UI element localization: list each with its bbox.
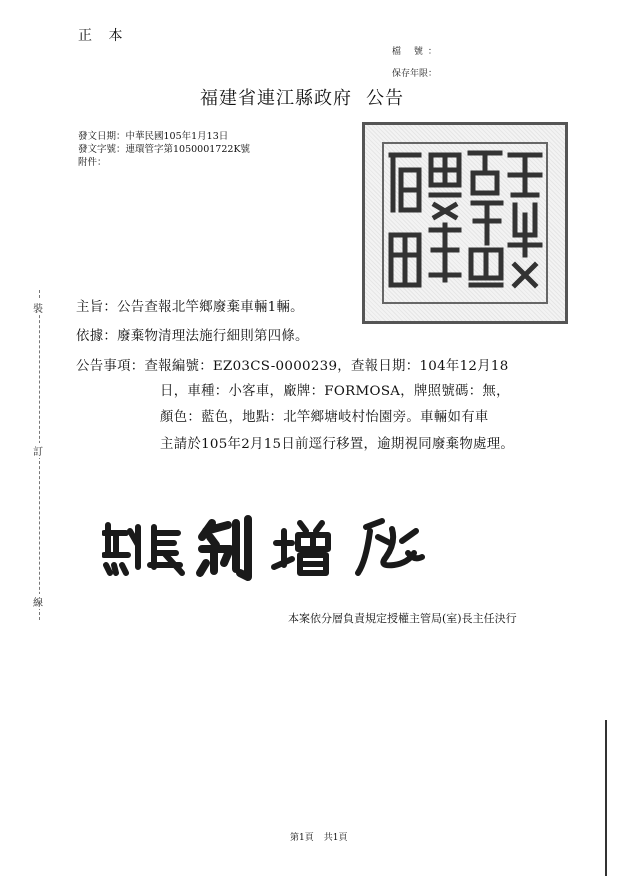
notice-line-4: 主請於105年2月15日前逕行移置，逾期視同廢棄物處理。 [160, 437, 515, 452]
issue-number: 發文字號：連環管字第1050001722K號 [78, 144, 251, 155]
official-seal [362, 122, 568, 324]
document-title [200, 84, 404, 110]
basis-line: 依據：廢棄物清理法施行細則第四條。 [76, 329, 309, 344]
subject-line: 主旨：公告查報北竿鄉廢棄車輛1輛。 [76, 300, 304, 315]
notice-line-1: 公告事項：查報編號：EZ03CS-0000239，查報日期：104年12月18 [76, 359, 509, 374]
issuer-name: 福建省連江縣政府 [200, 88, 352, 109]
delegation-note: 本案依分層負責規定授權主管局(室)長主任決行 [288, 612, 517, 625]
scan-edge-line [605, 720, 607, 876]
total-pages: 共1頁 [323, 833, 348, 843]
binding-mark-line: 線 [33, 594, 43, 609]
notice-line-3: 顏色：藍色，地點：北竿鄉塘岐村怡園旁。車輛如有車 [160, 410, 489, 425]
issue-date: 發文日期：中華民國105年1月13日 [78, 131, 229, 142]
binding-mark-bind: 裝 [33, 300, 43, 315]
signature-strokes [102, 513, 442, 583]
binding-mark-staple: 訂 [33, 443, 43, 458]
magistrate-signature [102, 513, 442, 583]
document-type: 公告 [366, 88, 404, 109]
notice-line-2: 日，車種：小客車，廠牌：FORMOSA，牌照號碼：無， [160, 384, 510, 399]
copy-label: 正 本 [78, 28, 129, 44]
current-page: 第1頁 [290, 833, 314, 843]
attachment-label: 附件： [78, 157, 107, 168]
page-number [290, 830, 347, 843]
archive-number-label: 檔 號： [392, 47, 442, 57]
issue-info [78, 130, 250, 169]
seal-glyphs [365, 125, 565, 321]
retention-period-label: 保存年限： [392, 69, 438, 79]
